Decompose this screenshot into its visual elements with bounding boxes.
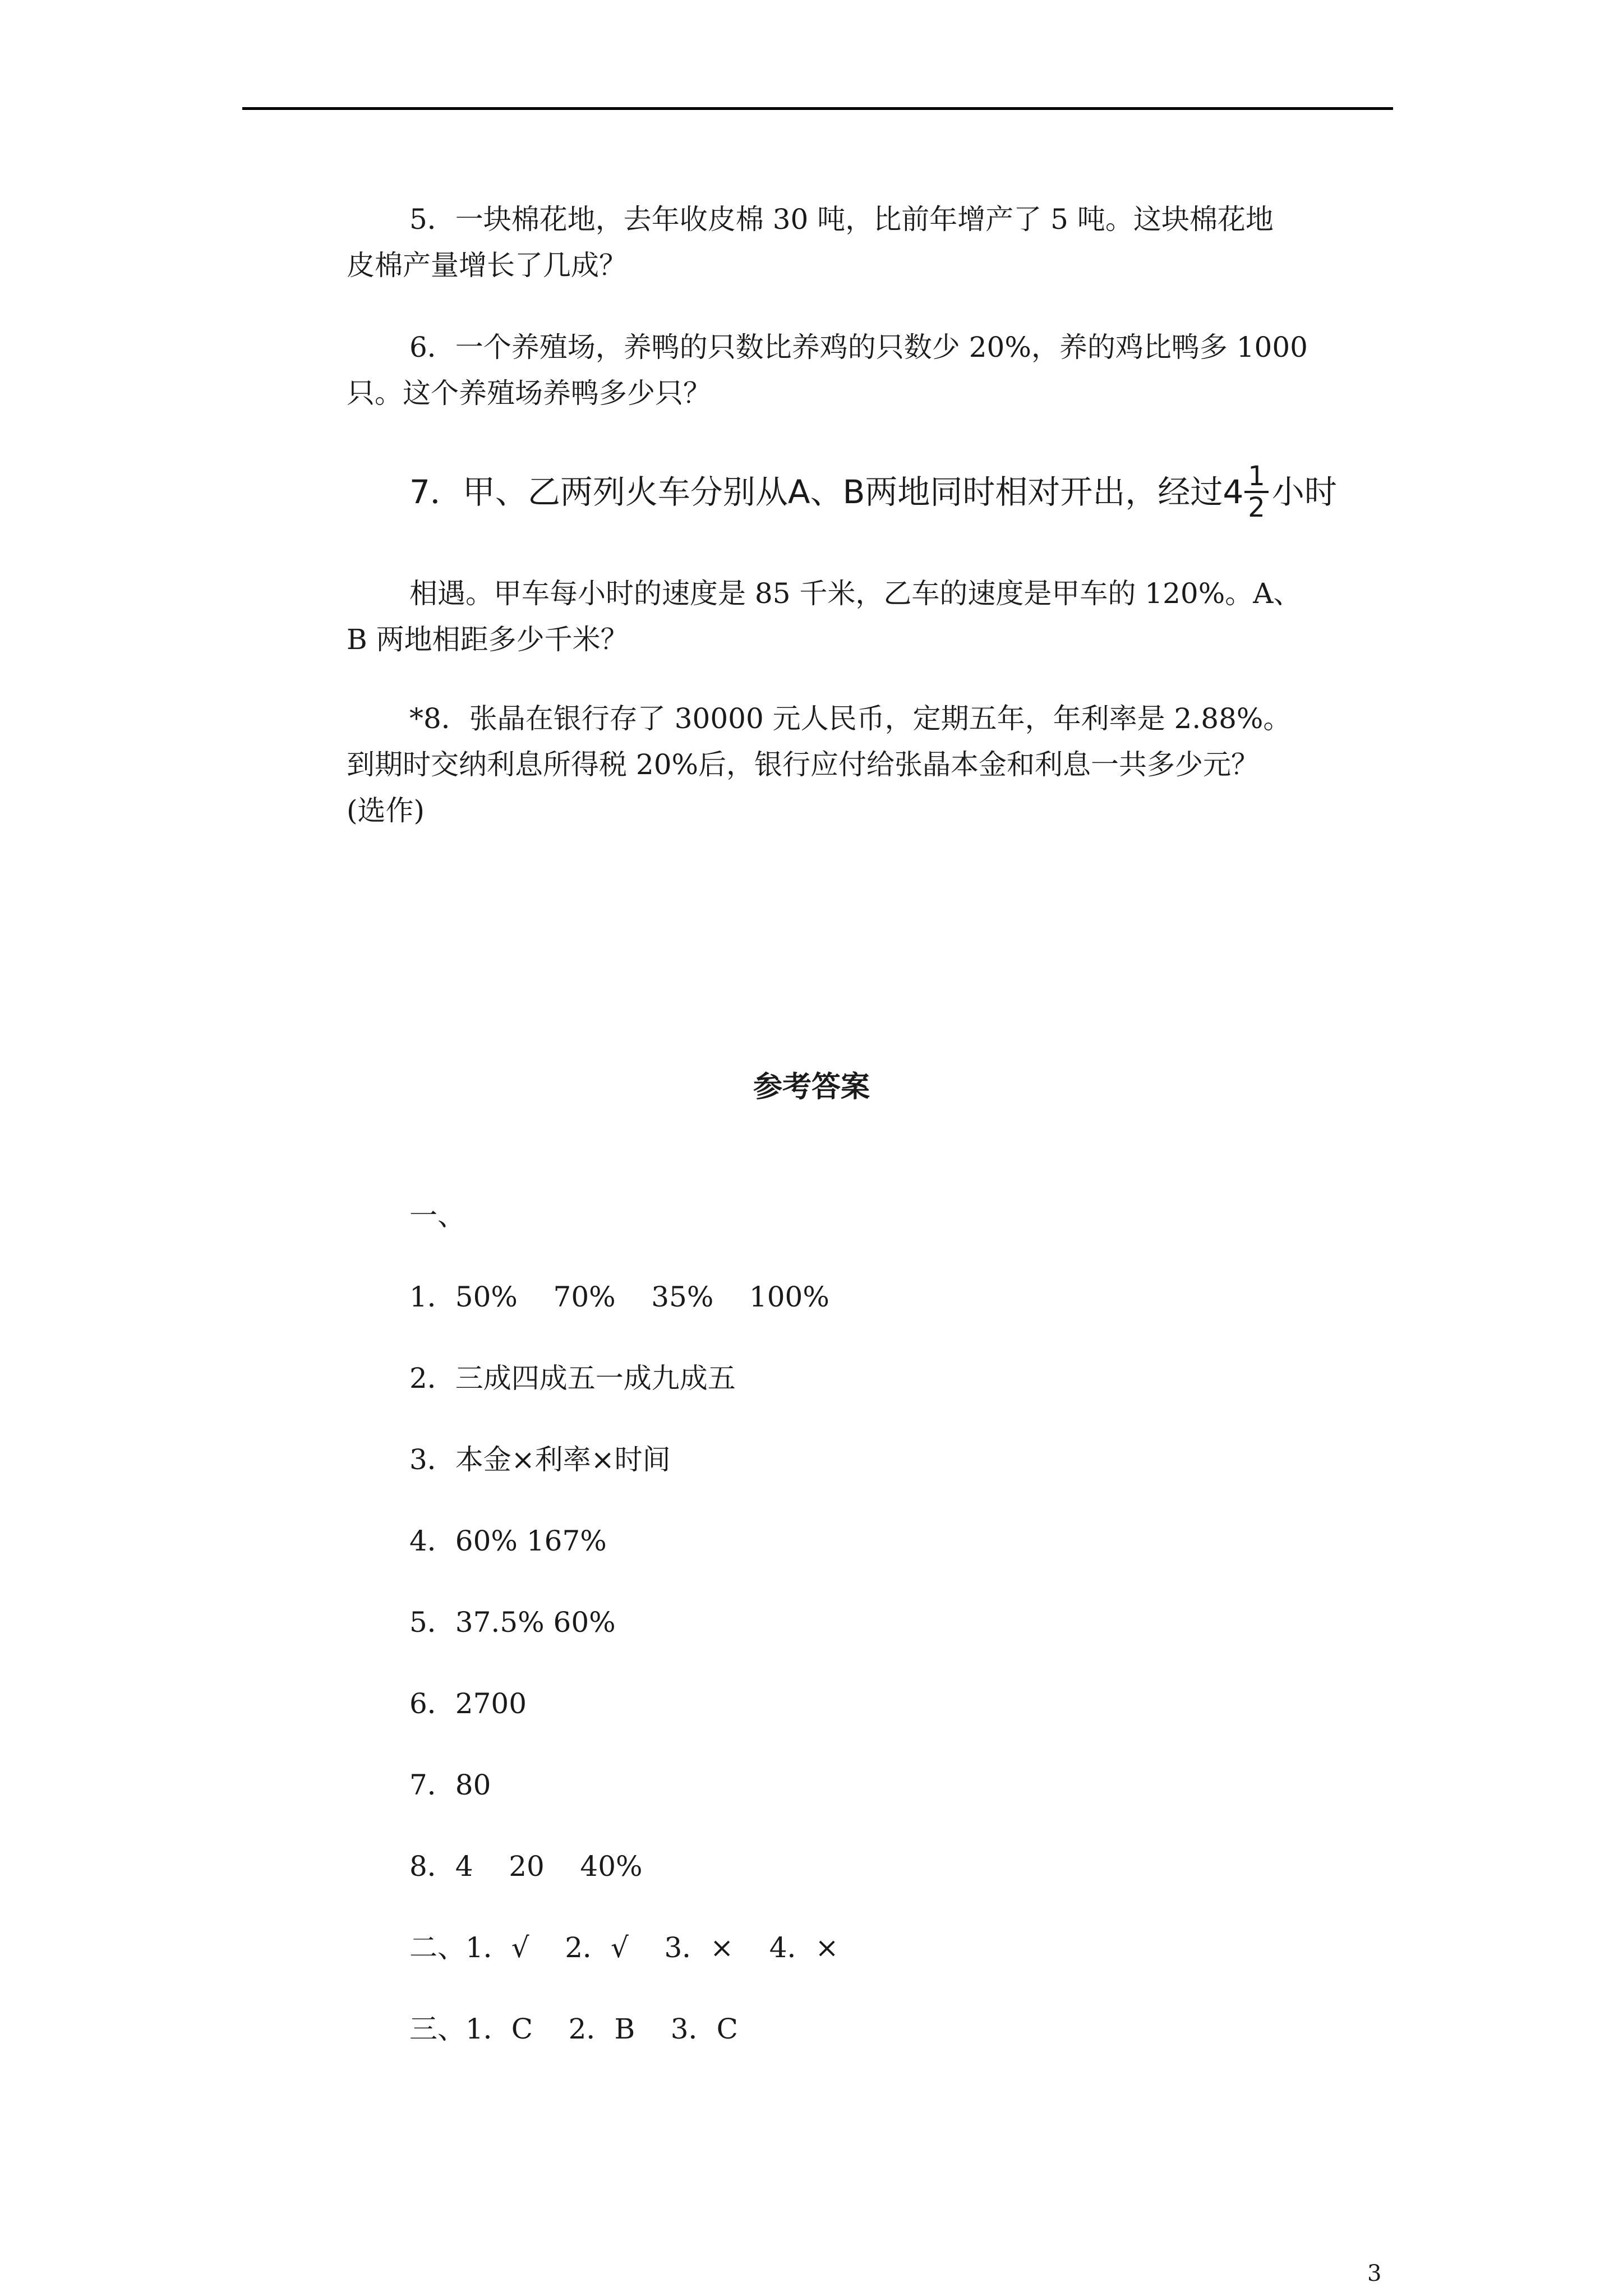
question-6	[331, 324, 1396, 416]
question-8-line-1: *8．张晶在银行存了 30000 元人民币，定期五年，年利率是 2.88%。	[409, 702, 1292, 735]
answer-3: 3．本金×利率×时间	[409, 1443, 671, 1476]
question-8-line-3: (选作)	[347, 794, 425, 827]
fraction-denominator: 2	[1248, 492, 1265, 523]
question-5	[331, 196, 1396, 288]
fraction-numerator: 1	[1244, 462, 1269, 493]
question-8	[331, 696, 1396, 834]
question-6-line-2: 只。这个养殖场养鸭多少只？	[347, 377, 711, 409]
question-8-line-2: 到期时交纳利息所得税 20%后，银行应付给张晶本金和利息一共多少元？	[347, 748, 1260, 781]
answers-section-1: 一、	[409, 1199, 465, 1232]
answers-section-2: 二、1．√ 2．√ 3．× 4．×	[409, 1931, 839, 1964]
question-7-line-3: B 两地相距多少千米？	[347, 623, 629, 656]
answers-section-3: 三、1．C 2．B 3．C	[409, 2013, 738, 2045]
answer-4: 4．60% 167%	[409, 1525, 607, 1557]
answer-7: 7．80	[409, 1769, 491, 1801]
question-7-heading	[409, 461, 1337, 523]
answer-2: 2．三成四成五一成九成五	[409, 1362, 736, 1395]
header-rule	[242, 107, 1393, 110]
question-6-line-1: 6．一个养殖场，养鸭的只数比养鸡的只数少 20%，养的鸡比鸭多 1000	[409, 331, 1308, 364]
question-7-body	[331, 570, 1396, 662]
answer-6: 6．2700	[409, 1687, 527, 1720]
question-5-line-2: 皮棉产量增长了几成？	[347, 249, 627, 282]
answer-5: 5．37.5% 60%	[409, 1606, 616, 1639]
question-7-line-2: 相遇。甲车每小时的速度是 85 千米，乙车的速度是甲车的 120%。A、	[409, 577, 1302, 610]
question-7-prefix: 7．甲、乙两列火车分别从A、B两地同时相对开出，经过4	[409, 473, 1244, 511]
question-5-line-1: 5．一块棉花地，去年收皮棉 30 吨，比前年增产了 5 吨。这块棉花地	[409, 203, 1274, 236]
fraction-one-half	[1244, 462, 1269, 522]
answer-1: 1．50% 70% 35% 100%	[409, 1281, 829, 1313]
answers-title: 参考答案	[753, 1070, 870, 1104]
answer-8: 8．4 20 40%	[409, 1850, 643, 1883]
page-number: 3	[1367, 2261, 1382, 2286]
question-7-suffix: 小时	[1271, 473, 1337, 511]
